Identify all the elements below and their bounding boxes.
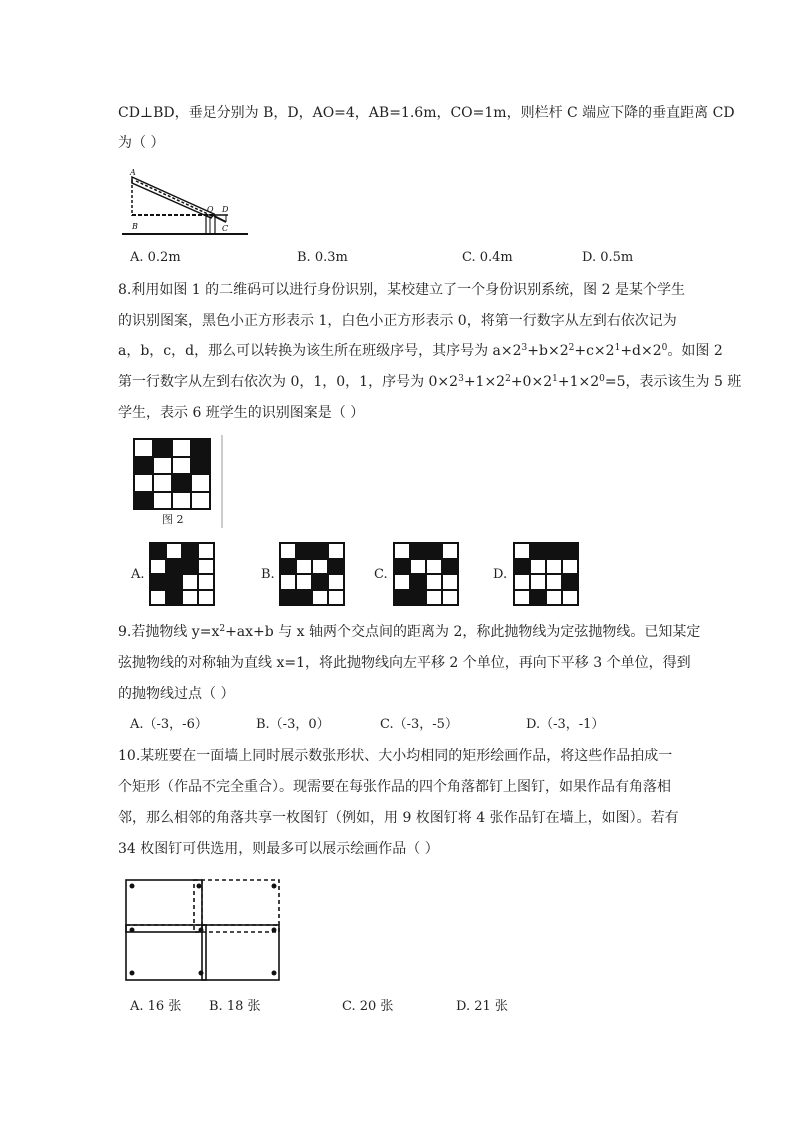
- black-square: [563, 544, 577, 558]
- q8-option-b-grid[interactable]: [279, 542, 345, 606]
- white-square: [395, 575, 409, 589]
- q8-text-line5: 学生，表示 6 班学生的识别图案是（ ）: [118, 405, 365, 421]
- black-square: [313, 575, 327, 589]
- q8-option-a-grid[interactable]: [149, 542, 215, 606]
- black-square: [151, 575, 165, 589]
- black-square: [167, 591, 181, 605]
- pin-icon: [130, 928, 135, 933]
- black-square: [151, 544, 165, 558]
- black-square: [395, 591, 409, 605]
- figure2-grid: [133, 438, 211, 510]
- white-square: [443, 591, 457, 605]
- q10-text-line1: 10.某班要在一面墙上同时展示数张形状、大小均相同的矩形绘画作品，将这些作品拍成一: [118, 748, 673, 764]
- black-square: [167, 575, 181, 589]
- black-square: [547, 544, 561, 558]
- label-b: B: [132, 222, 138, 231]
- black-square: [427, 544, 441, 558]
- white-square: [151, 560, 165, 574]
- white-square: [547, 591, 561, 605]
- white-square: [531, 560, 545, 574]
- white-square: [154, 493, 171, 509]
- black-square: [563, 575, 577, 589]
- black-square: [192, 458, 209, 474]
- black-square: [297, 544, 311, 558]
- black-square: [135, 458, 152, 474]
- black-square: [411, 575, 425, 589]
- white-square: [329, 575, 343, 589]
- white-square: [427, 575, 441, 589]
- q8-text-line4: 第一行数字从左到右依次为 0，1，0，1，序号为 $0\times 2^3+1\times 2^2+0\times 2^1+1\times 2^0=5$，表示该生为 5 班: [118, 374, 742, 390]
- white-square: [547, 560, 561, 574]
- black-square: [183, 560, 197, 574]
- label-o: O: [207, 205, 214, 214]
- white-square: [154, 475, 171, 491]
- q9-text-line1: 9.若抛物线 $y=x^2+ax+b$ 与 x 轴两个交点间的距离为 2，称此抛物线为定弦抛物线。已知某定: [118, 624, 701, 640]
- pin-icon: [272, 928, 277, 933]
- q8-text-line1: 8.利用如图 1 的二维码可以进行身份识别，某校建立了一个身份识别系统，图 2 是某个学生: [118, 282, 685, 298]
- white-square: [199, 544, 213, 558]
- q7-option-c[interactable]: C. 0.4m: [462, 250, 513, 265]
- black-square: [183, 544, 197, 558]
- q10-option-d[interactable]: D. 21 张: [456, 999, 508, 1014]
- black-square: [192, 440, 209, 456]
- q10-text-line4: 34 枚图钉可供选用，则最多可以展示绘画作品（ ）: [118, 841, 439, 857]
- q8-option-d-label[interactable]: D.: [493, 567, 508, 582]
- white-square: [173, 493, 190, 509]
- white-square: [192, 475, 209, 491]
- black-square: [297, 591, 311, 605]
- q10-figure-pinned-paintings: [124, 875, 284, 985]
- pin-icon: [130, 884, 135, 889]
- q8-option-d-grid[interactable]: [513, 542, 579, 606]
- black-square: [173, 475, 190, 491]
- white-square: [151, 591, 165, 605]
- black-square: [531, 544, 545, 558]
- white-square: [199, 560, 213, 574]
- q7-text-line2: 为（ ）: [118, 135, 165, 151]
- white-square: [297, 575, 311, 589]
- q10-text-line2: 个矩形（作品不完全重合）。现需要在每张作品的四个角落都钉上图钉，如果作品有角落相: [118, 779, 671, 795]
- q10-option-c[interactable]: C. 20 张: [342, 999, 394, 1014]
- white-square: [531, 575, 545, 589]
- pin-icon: [199, 928, 204, 933]
- q8-option-c-label[interactable]: C.: [374, 567, 388, 582]
- pin-icon: [197, 884, 202, 889]
- white-square: [515, 544, 529, 558]
- black-square: [281, 591, 295, 605]
- q8-text-line2: 的识别图案，黑色小正方形表示 1，白色小正方形表示 0，将第一行数字从左到右依次记为: [118, 313, 677, 329]
- label-d: D: [222, 205, 229, 214]
- q8-text-line3: a，b，c，d，那么可以转换为该生所在班级序号，其序号为 $a\times 2^3+b\times 2^2+c\times 2^1+d\times 2^0$。如图 2: [118, 343, 723, 359]
- q10-option-b[interactable]: B. 18 张: [209, 999, 261, 1014]
- black-square: [154, 440, 171, 456]
- q9-option-b[interactable]: B.（-3，0）: [256, 717, 330, 732]
- q9-option-d[interactable]: D.（-3，-1）: [526, 717, 605, 732]
- white-square: [427, 591, 441, 605]
- q7-option-d[interactable]: D. 0.5m: [582, 250, 634, 265]
- white-square: [135, 475, 152, 491]
- black-square: [515, 560, 529, 574]
- white-square: [135, 440, 152, 456]
- white-square: [329, 591, 343, 605]
- white-square: [515, 575, 529, 589]
- q10-option-a[interactable]: A. 16 张: [130, 999, 182, 1014]
- white-square: [443, 544, 457, 558]
- black-square: [395, 560, 409, 574]
- white-square: [427, 560, 441, 574]
- label-c: C: [222, 224, 229, 233]
- label-a: A: [130, 168, 136, 177]
- white-square: [281, 575, 295, 589]
- white-square: [183, 591, 197, 605]
- white-square: [154, 458, 171, 474]
- black-square: [167, 560, 181, 574]
- q8-option-b-label[interactable]: B.: [261, 567, 275, 582]
- q7-text-line1: CD⊥BD，垂足分别为 B，D，AO=4，AB=1.6m，CO=1m，则栏杆 C 端应下降的垂直距离 CD: [118, 105, 735, 121]
- white-square: [395, 544, 409, 558]
- white-square: [329, 544, 343, 558]
- black-square: [135, 493, 152, 509]
- white-square: [183, 575, 197, 589]
- black-square: [411, 544, 425, 558]
- pin-icon: [272, 971, 277, 976]
- white-square: [167, 544, 181, 558]
- q9-text-line2: 弦抛物线的对称轴为直线 x=1，将此抛物线向左平移 2 个单位，再向下平移 3 个单位，得到: [118, 655, 691, 671]
- black-square: [411, 591, 425, 605]
- black-square: [531, 591, 545, 605]
- q8-option-a-label[interactable]: A.: [131, 567, 145, 582]
- white-square: [563, 591, 577, 605]
- white-square: [297, 560, 311, 574]
- q9-option-a[interactable]: A.（-3，-6）: [130, 717, 208, 732]
- white-square: [411, 560, 425, 574]
- black-square: [443, 560, 457, 574]
- black-square: [281, 560, 295, 574]
- white-square: [173, 458, 190, 474]
- white-square: [515, 591, 529, 605]
- white-square: [199, 575, 213, 589]
- white-square: [313, 591, 327, 605]
- q9-text-line3: 的抛物线过点（ ）: [118, 686, 235, 702]
- q7-option-a[interactable]: A. 0.2m: [130, 250, 181, 265]
- pin-icon: [272, 884, 277, 889]
- white-square: [192, 493, 209, 509]
- white-square: [563, 560, 577, 574]
- white-square: [281, 544, 295, 558]
- white-square: [443, 575, 457, 589]
- black-square: [313, 544, 327, 558]
- white-square: [313, 560, 327, 574]
- white-square: [547, 575, 561, 589]
- white-square: [199, 591, 213, 605]
- q10-text-line3: 邻，那么相邻的角落共享一枚图钉（例如，用 9 枚图钉将 4 张作品钉在墙上，如图）。若有: [118, 810, 679, 826]
- q9-option-c[interactable]: C.（-3，-5）: [380, 717, 458, 732]
- q7-option-b[interactable]: B. 0.3m: [297, 250, 348, 265]
- q7-figure: [118, 166, 253, 238]
- white-square: [173, 440, 190, 456]
- pin-icon: [130, 971, 135, 976]
- q8-option-c-grid[interactable]: [393, 542, 459, 606]
- figure-divider: [221, 435, 223, 528]
- pin-icon: [199, 971, 204, 976]
- figure2-caption: 图 2: [162, 513, 184, 526]
- black-square: [329, 560, 343, 574]
